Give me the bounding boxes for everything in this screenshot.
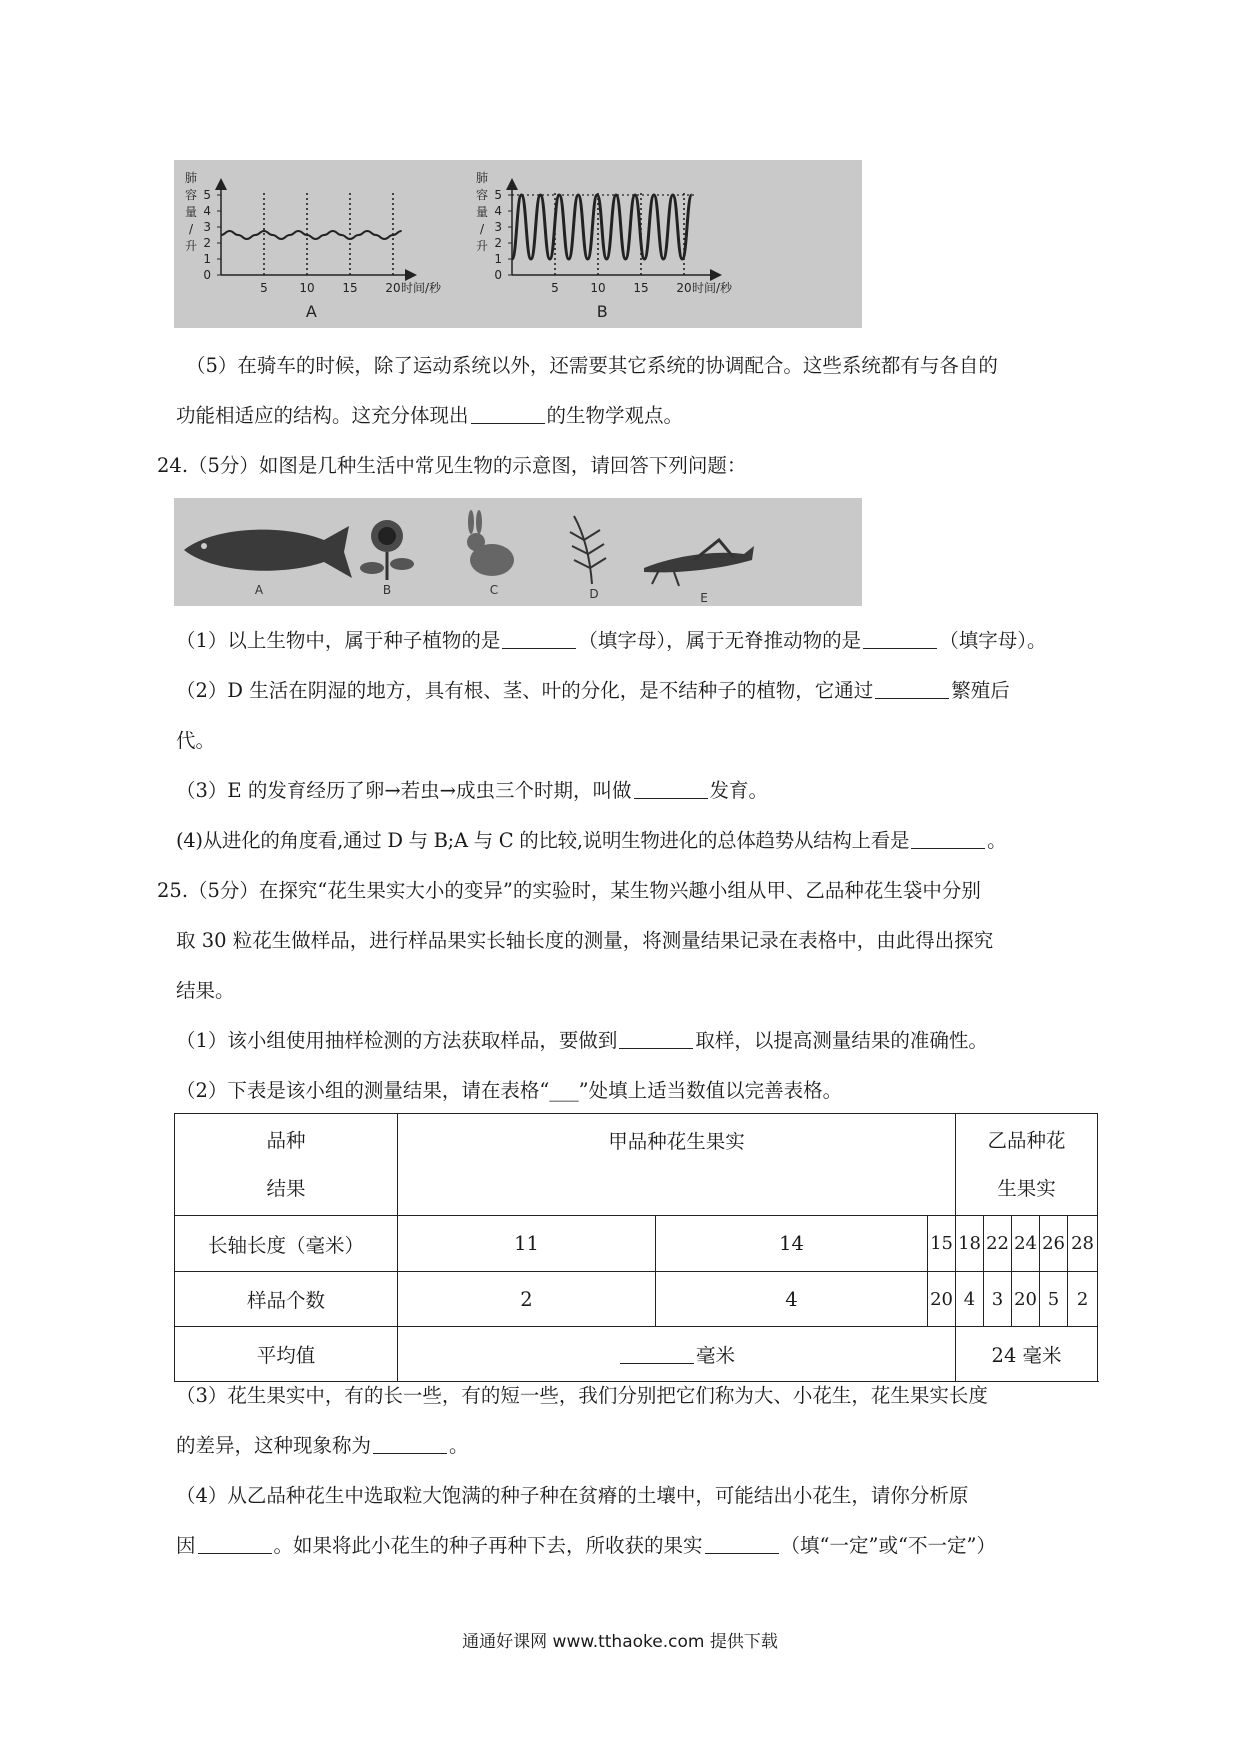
y-tick-label: 2	[494, 236, 502, 250]
x-tick-label: 5	[551, 281, 559, 295]
table-cell: 4	[656, 1272, 928, 1327]
answer-blank[interactable]	[863, 628, 937, 649]
x-tick-label: 10	[299, 281, 315, 295]
jia-header-cell: 甲品种花生果实	[398, 1114, 956, 1216]
y-tick-label: 5	[494, 188, 502, 202]
organisms-photo	[174, 498, 862, 606]
q25-stem-line3: 结果。	[176, 979, 235, 1002]
answer-blank[interactable]	[619, 1028, 693, 1049]
q25-part4-line2: 因 。如果将此小花生的种子再种下去，所收获的果实 （填“一定”或“不一定”）	[176, 1534, 996, 1557]
row-label-average: 平均值	[175, 1327, 398, 1382]
answer-blank[interactable]	[373, 1433, 447, 1454]
y-label-char: 容	[184, 188, 198, 202]
table-cell: 22	[984, 1216, 1012, 1272]
y-tick-label: 2	[203, 236, 211, 250]
lung-capacity-charts	[174, 160, 862, 328]
y-tick-label: 0	[494, 268, 502, 282]
grasshopper-image	[644, 540, 754, 586]
table-cell: 11	[398, 1216, 656, 1272]
q24-part4: (4)从进化的角度看,通过 D 与 B;A 与 C 的比较,说明生物进化的总体趋势从结构上看是 。	[176, 829, 1007, 852]
y-label-char: 肺	[184, 171, 198, 185]
q24-part3: （3）E 的发育经历了卵→若虫→成虫三个时期，叫做 发育。	[176, 779, 769, 802]
q23-5-line2: 功能相适应的结构。这充分体现出 的生物学观点。	[176, 404, 684, 427]
q23-5-line1: （5）在骑车的时候，除了运动系统以外，还需要其它系统的协调配合。这些系统都有与各自的	[186, 354, 998, 377]
x-tick-label: 20	[676, 281, 692, 295]
jia-average-cell: 毫米	[398, 1327, 956, 1382]
measurement-table	[174, 1113, 1098, 1382]
table-cell: 28	[1068, 1216, 1098, 1272]
x-tick-label: 10	[590, 281, 606, 295]
answer-blank[interactable]	[198, 1533, 272, 1554]
y-label-char: 肺	[475, 171, 489, 185]
q24-stem: 24.（5分）如图是几种生活中常见生物的示意图，请回答下列问题：	[157, 454, 747, 477]
y-label-char: 量	[184, 205, 198, 219]
table-corner-cell: 品种 结果	[175, 1114, 398, 1216]
y-tick-label: 4	[494, 204, 502, 218]
q24-part1: （1）以上生物中，属于种子植物的是 （填字母），属于无脊推动物的是 （填字母）。	[176, 629, 1047, 652]
answer-blank[interactable]	[502, 628, 576, 649]
x-axis-label: 时间/秒	[401, 281, 442, 295]
table-cell: 2	[398, 1272, 656, 1327]
table-cell: 24	[1012, 1216, 1040, 1272]
rabbit-image	[467, 510, 514, 576]
table-cell: 20	[1012, 1272, 1040, 1327]
y-label-char: 升	[475, 239, 489, 253]
y-label-char: 容	[475, 188, 489, 202]
x-tick-label: 15	[633, 281, 649, 295]
x-tick-label: 20	[385, 281, 401, 295]
answer-blank[interactable]	[705, 1533, 779, 1554]
x-tick-label: 15	[342, 281, 358, 295]
q25-stem-line1: 25.（5分）在探究“花生果实大小的变异”的实验时，某生物兴趣小组从甲、乙品种花生袋中分别	[157, 879, 981, 902]
q25-part3-line1: （3）花生果实中，有的长一些，有的短一些，我们分别把它们称为大、小花生，花生果实长度	[176, 1384, 988, 1407]
q24-part2: （2）D 生活在阴湿的地方，具有根、茎、叶的分化，是不结种子的植物，它通过 繁殖后	[176, 679, 1010, 702]
row-label-length: 长轴长度（毫米）	[175, 1216, 398, 1272]
q25-part3-line2: 的差异，这种现象称为 。	[176, 1434, 469, 1457]
sunflower-image	[360, 520, 414, 580]
chart-b	[476, 170, 733, 321]
page-footer: 通通好课网 www.tthaoke.com 提供下载	[462, 1632, 778, 1652]
q25-part2: （2）下表是该小组的测量结果，请在表格“___”处填上适当数值以完善表格。	[176, 1079, 843, 1102]
q24-part2-cont: 代。	[176, 729, 216, 752]
table-cell: 15	[928, 1216, 956, 1272]
yi-header-cell: 乙品种花 生果实	[956, 1114, 1098, 1216]
x-tick-label: 5	[260, 281, 268, 295]
organisms-drawing	[174, 498, 862, 606]
organism-label-b: B	[382, 583, 392, 597]
table-cell: 4	[956, 1272, 984, 1327]
table-cell: 14	[656, 1216, 928, 1272]
answer-blank[interactable]	[911, 828, 985, 849]
y-tick-label: 1	[203, 252, 211, 266]
table-cell: 18	[956, 1216, 984, 1272]
fish-image	[184, 526, 352, 578]
fern-image	[570, 516, 606, 584]
y-label-char: /	[479, 222, 485, 236]
table-row-count	[175, 1272, 1098, 1327]
q25-part1: （1）该小组使用抽样检测的方法获取样品，要做到 取样，以提高测量结果的准确性。	[176, 1029, 988, 1052]
y-tick-label: 3	[203, 220, 211, 234]
y-tick-label: 0	[203, 268, 211, 282]
table-cell: 5	[1040, 1272, 1068, 1327]
panel-label: B	[596, 302, 608, 321]
panel-label: A	[305, 302, 317, 321]
answer-blank[interactable]	[634, 778, 708, 799]
table-cell: 3	[984, 1272, 1012, 1327]
x-axis-label: 时间/秒	[692, 281, 733, 295]
y-label-char: /	[188, 222, 194, 236]
lung-volume-curve	[221, 231, 402, 239]
organism-label-e: E	[700, 591, 708, 605]
y-tick-label: 3	[494, 220, 502, 234]
q25-stem-line2: 取 30 粒花生做样品，进行样品果实长轴长度的测量，将测量结果记录在表格中，由此得出探究	[176, 929, 994, 952]
table-row-length	[175, 1216, 1098, 1272]
y-tick-label: 4	[203, 204, 211, 218]
answer-blank[interactable]	[620, 1343, 694, 1364]
lung-capacity-figure	[174, 160, 862, 328]
lung-volume-curve	[512, 195, 692, 259]
table-cell: 20	[928, 1272, 956, 1327]
answer-blank[interactable]	[471, 403, 545, 424]
y-label-char: 升	[184, 239, 198, 253]
table-row-average	[175, 1327, 1098, 1382]
q25-part4-line1: （4）从乙品种花生中选取粒大饱满的种子种在贫瘠的土壤中，可能结出小花生，请你分析原	[176, 1484, 969, 1507]
table-cell: 26	[1040, 1216, 1068, 1272]
organism-label-d: D	[589, 587, 599, 601]
row-label-count: 样品个数	[175, 1272, 398, 1327]
table-cell: 2	[1068, 1272, 1098, 1327]
organism-label-a: A	[254, 583, 264, 597]
yi-average-cell: 24 毫米	[956, 1327, 1098, 1382]
y-tick-label: 5	[203, 188, 211, 202]
y-label-char: 量	[475, 205, 489, 219]
chart-a	[185, 170, 442, 321]
y-tick-label: 1	[494, 252, 502, 266]
answer-blank[interactable]	[875, 678, 949, 699]
organism-label-c: C	[489, 583, 499, 597]
